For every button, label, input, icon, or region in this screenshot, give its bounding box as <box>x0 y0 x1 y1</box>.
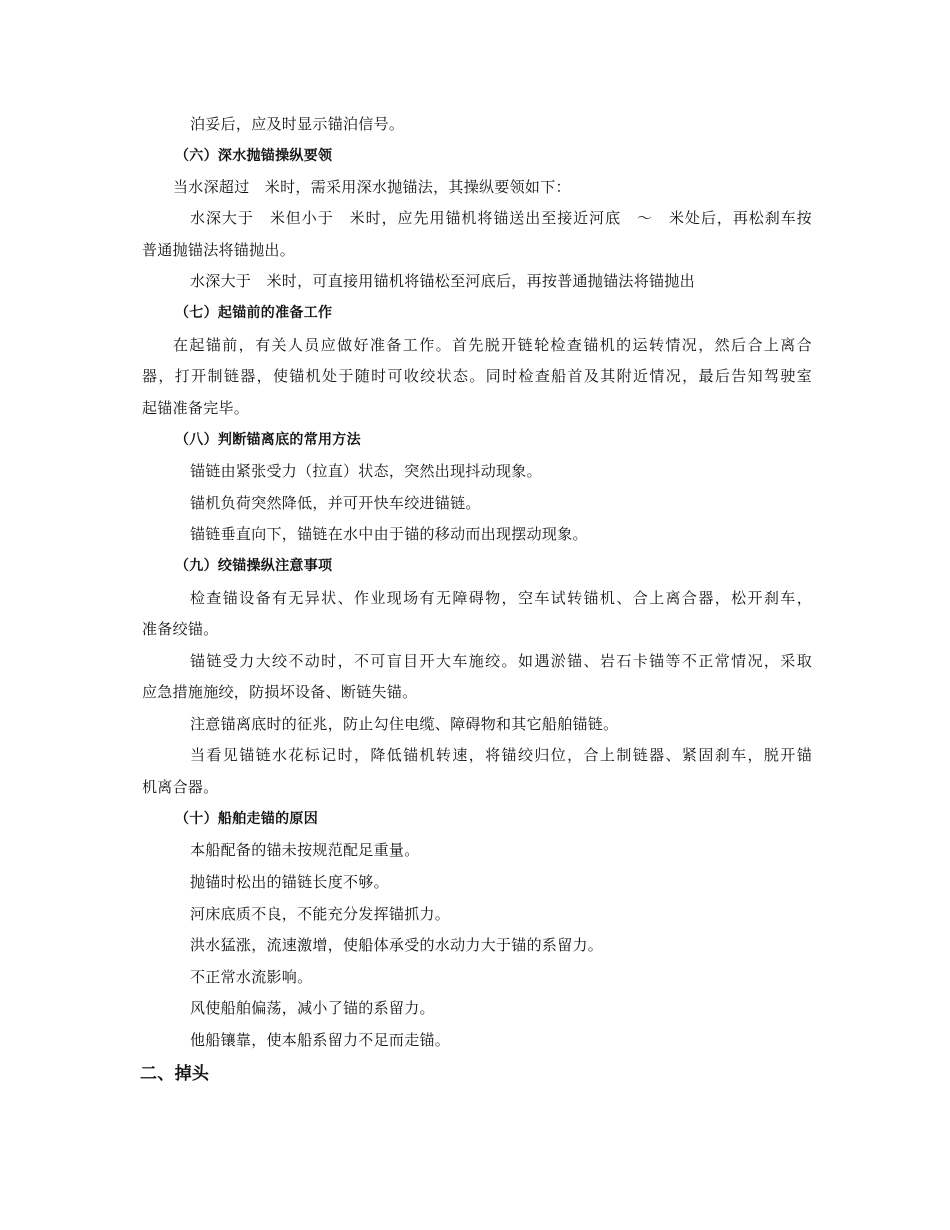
list-item: 锚链由紧张受力（拉直）状态，突然出现抖动现象。 <box>190 462 542 480</box>
list-item: 他船镶靠，使本船系留力不足而走锚。 <box>190 1031 451 1049</box>
subsection-heading-9: （九）绞锚操纵注意事项 <box>175 558 333 574</box>
list-item: 锚机负荷突然降低，并可开快车绞进锚链。 <box>190 494 481 512</box>
list-item: 机离合器。 <box>142 778 219 796</box>
paragraph-line: 在起锚前，有关人员应做好准备工作。首先脱开链轮检查锚机的运转情况，然后合上离合 <box>173 336 812 354</box>
paragraph-line: 起锚准备完毕。 <box>142 399 250 417</box>
subsection-heading-10: （十）船舶走锚的原因 <box>175 811 318 827</box>
paragraph-line: 泊妥后，应及时显示锚泊信号。 <box>190 115 405 133</box>
list-item: 不正常水流影响。 <box>190 968 313 986</box>
list-item: 准备绞锚。 <box>142 620 219 638</box>
subsection-heading-7: （七）起锚前的准备工作 <box>175 305 333 321</box>
list-item: 锚链垂直向下，锚链在水中由于锚的移动而出现摆动现象。 <box>190 525 588 543</box>
section-heading: 二、掉头 <box>140 1064 210 1084</box>
paragraph-line: 水深大于 米但小于 米时，应先用锚机将锚送出至接近河底 ～ 米处后，再松刹车按 <box>190 209 812 227</box>
list-item: 注意锚离底时的征兆，防止勾住电缆、障碍物和其它船舶锚链。 <box>190 715 619 733</box>
subsection-heading-6: （六）深水抛锚操纵要领 <box>175 148 333 164</box>
list-item: 当看见锚链水花标记时，降低锚机转速，将锚绞归位，合上制链器、紧固刹车，脱开锚 <box>190 746 812 764</box>
paragraph-line: 当水深超过 米时，需采用深水抛锚法，其操纵要领如下： <box>173 178 571 196</box>
list-item: 风使船舶偏荡，减小了锚的系留力。 <box>190 999 435 1017</box>
list-item: 本船配备的锚未按规范配足重量。 <box>190 841 420 859</box>
paragraph-line: 器，打开制链器，使锚机处于随时可收绞状态。同时检查船首及其附近情况，最后告知驾驶室 <box>142 367 812 385</box>
list-item: 河床底质不良，不能充分发挥锚抓力。 <box>190 905 451 923</box>
paragraph-line: 普通抛锚法将锚抛出。 <box>142 241 296 259</box>
list-item: 洪水猛涨，流速激增，使船体承受的水动力大于锚的系留力。 <box>190 936 604 954</box>
list-item: 应急措施施绞，防损坏设备、断链失锚。 <box>142 683 418 701</box>
list-item: 检查锚设备有无异状、作业现场有无障碍物，空车试转锚机、合上离合器，松开刹车， <box>190 589 812 607</box>
list-item: 锚链受力大绞不动时，不可盲目开大车施绞。如遇淤锚、岩石卡锚等不正常情况，采取 <box>190 652 812 670</box>
list-item: 抛锚时松出的锚链长度不够。 <box>190 873 389 891</box>
paragraph-line: 水深大于 米时，可直接用锚机将锚松至河底后，再按普通抛锚法将锚抛出 <box>190 272 695 290</box>
subsection-heading-8: （八）判断锚离底的常用方法 <box>175 432 361 448</box>
